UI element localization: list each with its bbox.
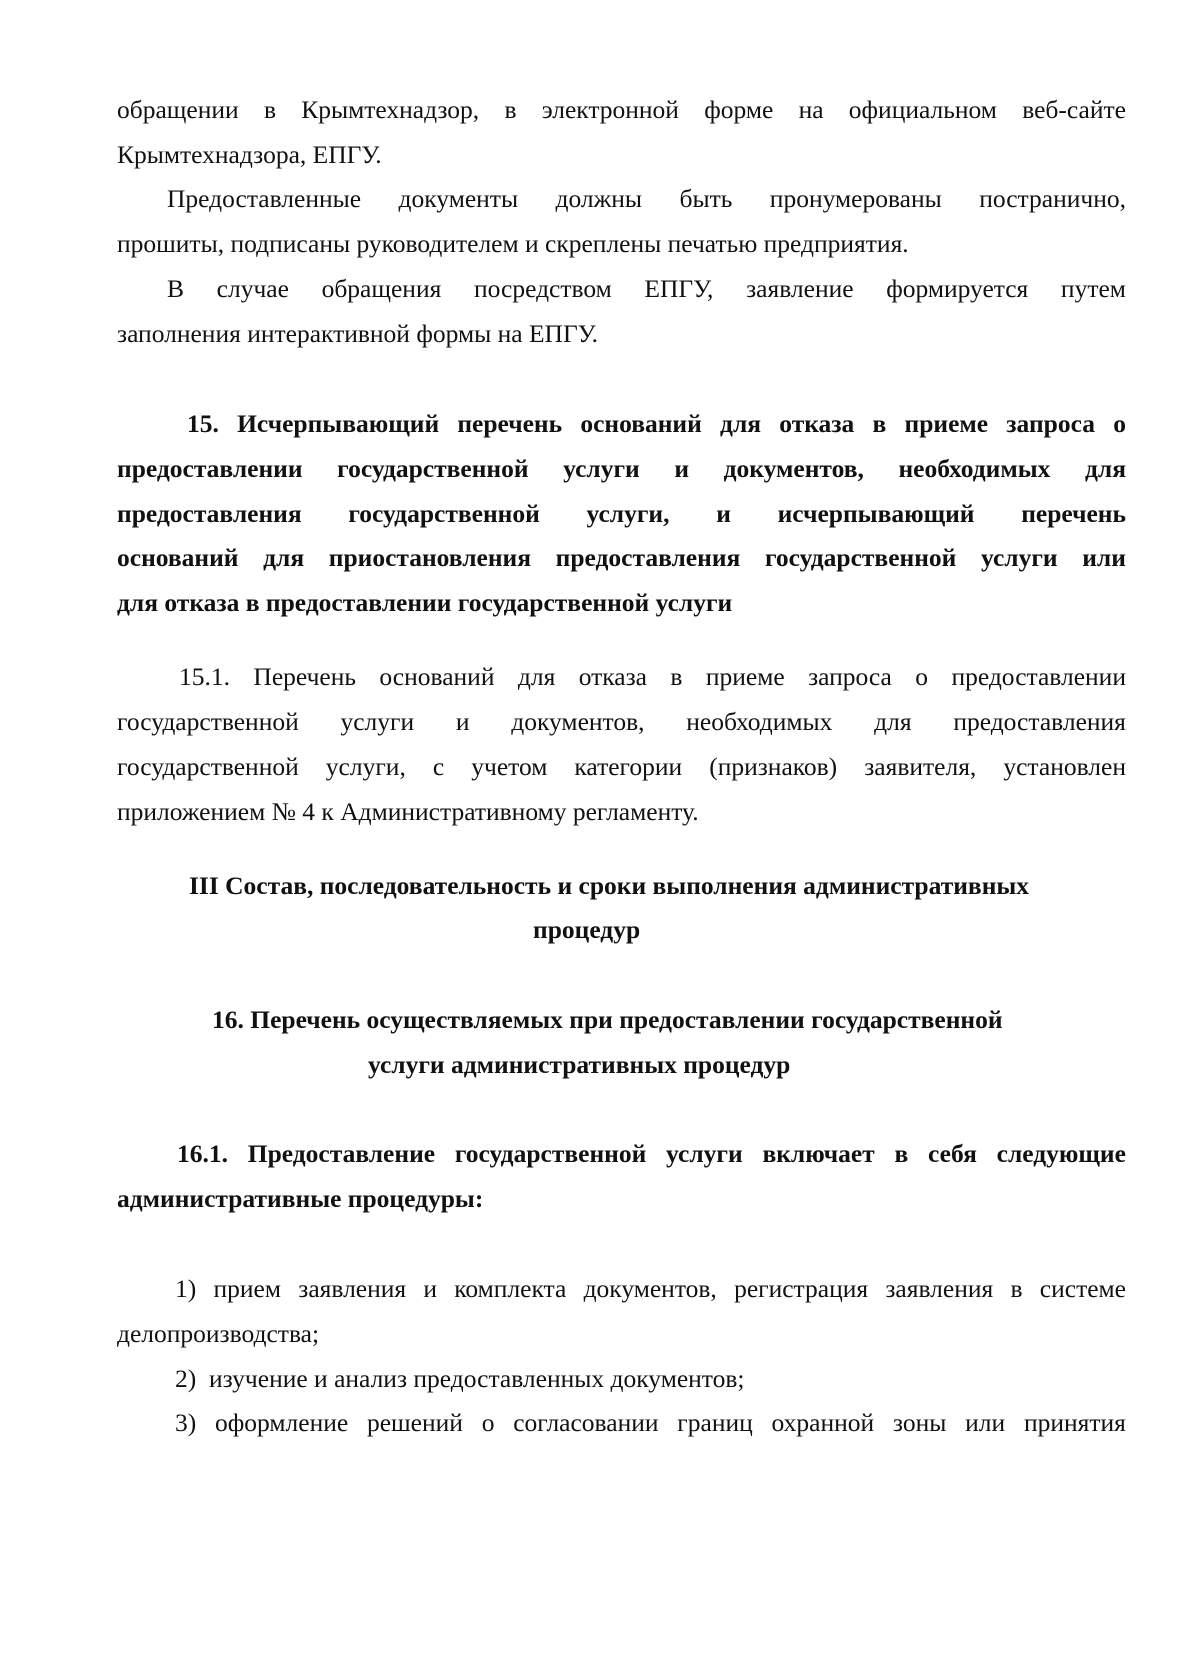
word: включает	[762, 1139, 875, 1168]
paragraph-line: Крымтехнадзора, ЕПГУ.	[117, 140, 382, 169]
word: предоставлении	[951, 662, 1126, 691]
paragraph-line	[117, 706, 1126, 738]
list-item-line	[175, 1407, 1126, 1439]
word: оснований	[117, 543, 239, 572]
word: исчерпывающий	[777, 499, 975, 528]
word: и	[423, 1274, 438, 1303]
word: веб-сайте	[1022, 95, 1126, 124]
paragraph-line	[179, 661, 1126, 693]
word: предоставления	[555, 543, 741, 572]
word: оснований	[379, 662, 495, 691]
paragraph-line	[117, 94, 1126, 126]
word: комплекта	[454, 1274, 567, 1303]
word: форме	[704, 95, 774, 124]
word: заявителя,	[864, 752, 977, 781]
word: для	[874, 707, 912, 736]
section-heading-line: для отказа в предоставлении государственной услуги	[117, 588, 733, 617]
word: постранично,	[979, 184, 1126, 213]
word: необходимых	[686, 707, 833, 736]
word: прием	[213, 1274, 281, 1303]
word: и	[716, 499, 731, 528]
word: 1)	[175, 1274, 197, 1303]
word: приеме	[904, 409, 989, 438]
word: о	[1113, 409, 1126, 438]
word: принятия	[1023, 1408, 1126, 1437]
word: 15.	[187, 409, 219, 438]
word: государственной	[117, 707, 299, 736]
word: услуги	[980, 543, 1058, 572]
word: приостановления	[328, 543, 532, 572]
word: охранной	[771, 1408, 875, 1437]
word: документы	[398, 184, 519, 213]
word: услуги	[666, 1139, 743, 1168]
section-heading-line: услуги административных процедур	[368, 1050, 791, 1079]
word: услуги,	[325, 752, 406, 781]
word: 3)	[175, 1408, 197, 1437]
word: себя	[928, 1139, 977, 1168]
word: системе	[1039, 1274, 1126, 1303]
word: государственной	[337, 454, 529, 483]
word: в	[263, 95, 276, 124]
section-heading-line: 16. Перечень осуществляемых при предоставлении государственной	[212, 1005, 1003, 1034]
word: заявление	[746, 274, 854, 303]
word: должны	[555, 184, 643, 213]
paragraph-line	[167, 273, 1126, 305]
word: оформление	[215, 1408, 349, 1437]
word: Исчерпывающий	[237, 409, 440, 438]
word: Предоставленные	[167, 184, 362, 213]
word: или	[965, 1408, 1006, 1437]
word: перечень	[1021, 499, 1126, 528]
paragraph-line	[117, 751, 1126, 783]
word: быть	[679, 184, 733, 213]
subsection-heading-line: административные процедуры:	[117, 1184, 484, 1213]
section-heading-line	[117, 498, 1126, 530]
word: для	[517, 662, 556, 691]
word: запроса	[1006, 409, 1095, 438]
word: заявления	[298, 1274, 407, 1303]
word: обращении	[117, 95, 239, 124]
paragraph-line: заполнения интерактивной формы на ЕПГУ.	[117, 319, 598, 348]
word: услуги	[563, 454, 640, 483]
chapter-heading-line: III Состав, последовательность и сроки выполнения административных	[189, 871, 1030, 900]
word: документов,	[723, 454, 864, 483]
section-heading-line	[117, 453, 1126, 485]
word: категории	[574, 752, 683, 781]
word: государственной	[348, 499, 540, 528]
word: согласовании	[513, 1408, 659, 1437]
word: для	[263, 543, 305, 572]
word: с	[432, 752, 445, 781]
section-heading-line	[117, 542, 1126, 574]
list-item-line: 2) изучение и анализ предоставленных документов;	[175, 1364, 745, 1393]
word: решений	[366, 1408, 463, 1437]
word: (признаков)	[709, 752, 838, 781]
word: отказа	[578, 662, 647, 691]
word: ЕПГУ,	[644, 274, 714, 303]
word: для	[720, 409, 762, 438]
word: государственной	[117, 752, 299, 781]
word: документов,	[583, 1274, 717, 1303]
word: для	[1084, 454, 1126, 483]
word: на	[798, 95, 824, 124]
word: и	[455, 707, 470, 736]
word: установлен	[1003, 752, 1126, 781]
word: предоставления	[117, 499, 302, 528]
word: случае	[216, 274, 289, 303]
word: перечень	[457, 409, 563, 438]
word: обращения	[321, 274, 442, 303]
section-heading-line	[187, 408, 1126, 440]
word: в	[670, 662, 683, 691]
word: государственной	[764, 543, 957, 572]
word: Перечень	[253, 662, 356, 691]
word: оснований	[580, 409, 702, 438]
word: предоставлении	[117, 454, 303, 483]
word: электронной	[541, 95, 679, 124]
word: государственной	[454, 1139, 647, 1168]
word: предоставления	[953, 707, 1126, 736]
word: или	[1082, 543, 1126, 572]
word: о	[481, 1408, 495, 1437]
word: и	[674, 454, 690, 483]
chapter-heading-line: процедур	[533, 915, 641, 944]
subsection-heading-line	[177, 1138, 1126, 1170]
word: пронумерованы	[769, 184, 942, 213]
word: приеме	[705, 662, 785, 691]
word: официальном	[848, 95, 997, 124]
word: 15.1.	[179, 662, 230, 691]
word: следующие	[996, 1139, 1126, 1168]
word: необходимых	[898, 454, 1051, 483]
word: 16.1.	[177, 1139, 228, 1168]
word: зоны	[892, 1408, 947, 1437]
word: в	[872, 409, 887, 438]
word: В	[167, 274, 185, 303]
word: отказа	[779, 409, 855, 438]
word: в	[504, 95, 517, 124]
word: учетом	[471, 752, 548, 781]
paragraph-line: прошиты, подписаны руководителем и скреплены печатью предприятия.	[117, 229, 909, 258]
word: услуги,	[586, 499, 670, 528]
word: Крымтехнадзор,	[301, 95, 480, 124]
list-item-line: делопроизводства;	[117, 1319, 320, 1348]
paragraph-line: приложением № 4 к Административному регламенту.	[117, 797, 699, 826]
word: формируется	[886, 274, 1029, 303]
list-item-line	[175, 1273, 1126, 1305]
word: документов,	[511, 707, 645, 736]
word: о	[915, 662, 929, 691]
word: Предоставление	[247, 1139, 436, 1168]
word: заявления	[885, 1274, 994, 1303]
word: запроса	[808, 662, 892, 691]
word: путем	[1060, 274, 1126, 303]
word: посредством	[473, 274, 612, 303]
word: услуги	[340, 707, 415, 736]
word: регистрация	[734, 1274, 869, 1303]
paragraph-line	[167, 183, 1126, 215]
word: в	[894, 1139, 909, 1168]
word: границ	[677, 1408, 753, 1437]
word: в	[1010, 1274, 1023, 1303]
